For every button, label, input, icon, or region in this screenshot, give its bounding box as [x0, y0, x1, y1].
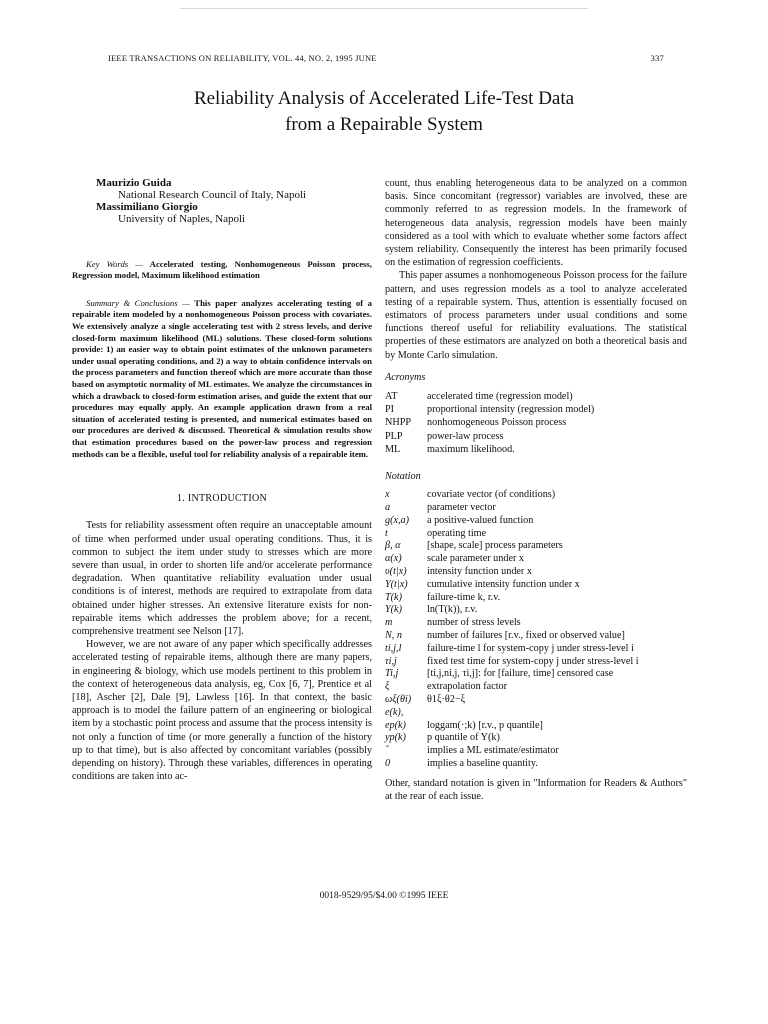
acronym: AT — [385, 391, 398, 403]
notation-definition: [shape, scale] process parameters — [427, 540, 563, 552]
list-item — [385, 553, 687, 566]
notation-symbol: Υ(t|x) — [385, 578, 408, 590]
paper-title — [0, 86, 768, 138]
list-item — [385, 694, 687, 707]
notation-definition: covariate vector (of conditions) — [427, 489, 556, 501]
keywords-paragraph — [72, 259, 372, 282]
acronym-definition: nonhomogeneous Poisson process — [427, 417, 567, 429]
author-affiliation: National Research Council of Italy, Napoli — [118, 189, 307, 201]
notation-symbol: ξ — [385, 681, 390, 693]
notation-symbol: g(x,a) — [385, 514, 410, 526]
notation-symbol: t — [385, 527, 388, 539]
notation-definition: failure-time k, r.v. — [427, 591, 501, 603]
notation-symbol: N, n — [385, 630, 402, 642]
notation-symbol: ωξ(θi) — [385, 694, 412, 706]
notation-symbol: ti,j,l — [385, 642, 402, 654]
list-item — [385, 681, 687, 694]
list-item — [385, 502, 687, 515]
notation-symbol: β, α — [385, 540, 401, 552]
author-affiliation: University of Naples, Napoli — [118, 213, 246, 225]
notation-definition: implies a baseline quantity. — [427, 758, 538, 769]
notation-symbol: T(k) — [385, 591, 402, 603]
list-item — [385, 430, 687, 443]
left-column — [72, 177, 372, 783]
notation-definition: a positive-valued function — [427, 514, 534, 526]
notation-symbol: x — [385, 489, 390, 501]
list-item — [385, 720, 687, 733]
notation-definition: number of stress levels — [427, 617, 521, 629]
list-item — [385, 592, 687, 605]
notation-definition: failure-time l for system-copy j under stress-level i — [427, 642, 634, 654]
running-head — [108, 53, 664, 63]
list-item — [385, 443, 687, 456]
list-item — [385, 758, 687, 771]
acronym: PI — [385, 404, 395, 416]
journal-citation: IEEE TRANSACTIONS ON RELIABILITY, VOL. 44, NO. 2, 1995 JUNE — [108, 53, 377, 63]
acronym-definition: power-law process — [427, 430, 504, 442]
list-item — [385, 579, 687, 592]
notation-symbol: ˆ — [385, 745, 389, 757]
notation-definition: extrapolation factor — [427, 681, 508, 693]
list-item — [385, 528, 687, 541]
list-item — [385, 668, 687, 681]
list-item — [385, 630, 687, 643]
notation-heading: Notation — [385, 471, 421, 483]
notation-definition: parameter vector — [427, 502, 496, 514]
notation-definition: intensity function under x — [427, 566, 532, 578]
notation-symbol: ep(k) — [385, 719, 406, 731]
author-name: Maurizio Guida — [96, 177, 172, 189]
acronyms-list — [385, 390, 687, 456]
acronym: NHPP — [385, 417, 412, 429]
list-item — [385, 416, 687, 429]
notation-symbol: e(k), — [385, 706, 404, 718]
page-number: 337 — [650, 53, 664, 63]
title-line-2: from a Repairable System — [285, 114, 483, 135]
acronym: ML — [385, 443, 401, 455]
summary-label: Summary & Conclusions — — [86, 297, 190, 308]
list-item — [385, 515, 687, 528]
list-item — [385, 403, 687, 416]
notation-symbol: Y(k) — [385, 604, 402, 616]
summary-paragraph — [72, 298, 372, 460]
summary-text: This paper analyzes accelerating testing of a repairable item modeled by a nonhomogeneous Poisson process with covariates. We extensively analyze a single accelerating test with 2 stress levels, and derive closed-form maximum likelihood (ML) solutions. These closed-form solutions provide: 1) an easier way to obtain point estimates of the unknown parameters under usual operating conditions, and 2) a way to obtain confidence intervals on the process parameters and function thereof which are more accurate than those based on asymptotic normality of ML estimates. We analyze the circumstances in which a drawback to closed-form estimation arises, and guide the extent that our procedures may equally apply. An example application drawn from a real situation of accelerated testing is presented, and numerical estimates based on our procedures are derived & discussed. Theoretical & simulation results show that estimation procedures based on the power-law process and regression methods can be a flexible, useful tool for reliability analysis of a repairable item. — [72, 297, 372, 459]
body-paragraph: Tests for reliability assessment often require an unacceptable amount of time when performed under usual operating conditions. Thus, it is common to subject the item under study to stresses which are more severe than usual, in order to shorten life and/or accelerate performance degradation. When quantitative reliability evaluation under usual conditions is of interest, methods are required to extrapolate from data obtained under higher stresses. An extensive literature exists for non-repairable items which addresses the problem above; for a recent, comprehensive treatment see Nelson [17]. — [72, 520, 372, 637]
notation-symbol: α(x) — [385, 553, 402, 565]
notation-list — [385, 489, 687, 771]
notation-symbol: yp(k) — [385, 732, 406, 744]
body-paragraph: count, thus enabling heterogeneous data to be analyzed on a common basis. Since concomitant (regressor) variables are involved, these are commonly referred to as regression models. In the framework of heterogeneous data analysis, regression models have been mainly considered as a tool with which to evaluate whether some factors affect system reliability. Consequently the interest has been primarily focused on the estimation of regression coefficients. — [385, 178, 687, 269]
list-item — [385, 390, 687, 403]
acronym-definition: accelerated time (regression model) — [427, 391, 573, 403]
list-item — [385, 604, 687, 617]
list-item — [385, 643, 687, 656]
list-item — [385, 745, 687, 758]
notation-definition: cumulative intensity function under x — [427, 578, 580, 590]
notation-symbol: υ(t|x) — [385, 566, 407, 578]
notation-symbol: a — [385, 502, 391, 514]
list-item — [385, 489, 687, 502]
list-item — [385, 707, 687, 720]
notation-symbol: Ti,j — [385, 668, 399, 680]
notation-definition: loggam(·;k) [r.v., p quantile] — [427, 719, 543, 731]
copyright-line: 0018-9529/95/$4.00 ©1995 IEEE — [319, 891, 449, 901]
acronym-definition: maximum likelihood. — [427, 443, 515, 455]
notation-definition: p quantile of Y(k) — [427, 732, 500, 744]
notation-definition: number of failures [r.v., fixed or observed value] — [427, 630, 625, 642]
body-paragraph: However, we are not aware of any paper which specifically addresses accelerated testing of repairable items, although there are many papers, in engineering & biology, which use models pertinent to this problem in the context of heterogeneous data analysis, eg, Cox [6, 7], Prentice et al [18], Ascher [2], Dale [9], Lawless [16]. In that context, the basic approach is to model the failure pattern of an engineering or biological item by a stochastic point process and assume that the process intensity is not only a function of time (or more generally a function of the history up to that time), but is also affected by concomitant variables (possibly depending on history). Through these variables, differences in operating conditions are taken into ac- — [72, 639, 372, 783]
notation-definition: fixed test time for system-copy j under stress-level i — [427, 655, 639, 667]
list-item — [385, 656, 687, 669]
list-item — [385, 566, 687, 579]
notation-symbol: τi,j — [385, 655, 397, 667]
notation-definition: scale parameter under x — [427, 553, 525, 565]
acronym: PLP — [385, 430, 403, 442]
list-item — [385, 617, 687, 630]
list-item — [385, 732, 687, 745]
right-column — [385, 177, 687, 803]
acronym-definition: proportional intensity (regression model) — [427, 404, 595, 416]
notation-definition: operating time — [427, 527, 487, 539]
author-block — [72, 177, 372, 225]
notation-symbol: m — [385, 617, 393, 629]
notation-symbol: 0 — [385, 758, 391, 769]
list-item — [385, 540, 687, 553]
notation-definition: θ1ξ·θ2−ξ — [427, 694, 466, 706]
acronyms-heading: Acronyms — [385, 371, 426, 383]
author-name: Massimiliano Giorgio — [96, 201, 198, 213]
keywords-text: Accelerated testing, Nonhomogeneous Poisson process, Regression model, Maximum likelihood estimation — [72, 259, 372, 281]
notation-definition: ln(T(k)), r.v. — [427, 604, 478, 616]
section-heading: 1. INTRODUCTION — [176, 493, 268, 505]
keywords-label: Key Words — — [86, 259, 144, 269]
top-rule — [180, 8, 588, 9]
notation-definition: implies a ML estimate/estimator — [427, 745, 559, 757]
title-line-1: Reliability Analysis of Accelerated Life-Test Data — [193, 88, 575, 109]
notation-footnote: Other, standard notation is given in "Information for Readers & Authors" at the rear of each issue. — [385, 777, 687, 802]
notation-definition: [ti,j,ni,j, τi,j]: for [failure, time] censored case — [427, 668, 614, 680]
body-paragraph: This paper assumes a nonhomogeneous Poisson process for the failure pattern, and uses regression models as a tool to analyze accelerated testing of a repairable system. Thus, attention is essentially focused on estimators of process parameters under usual conditions and some functions thereof useful for reliability evaluations. The statistical properties of these estimators are analyzed on both a theoretical basis and by Monte Carlo simulation. — [385, 270, 687, 361]
